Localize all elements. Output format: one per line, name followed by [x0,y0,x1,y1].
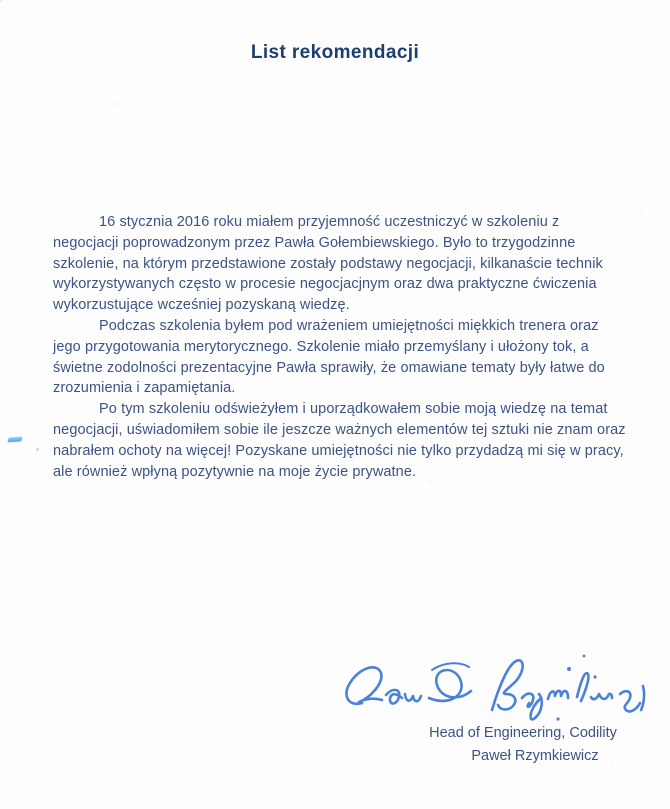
paragraph-1 [53,212,650,316]
text-line: Podczas szkolenia byłem pod wrażeniem umiejętności miękkich trenera oraz [99,317,599,334]
scan-artifact-dot [36,448,39,451]
text-line: szkolenie, na którym przedstawione zostały podstawy negocjacji, kilkanaście technik [53,255,603,272]
text-line: Po tym szkoleniu odświeżyłem i uporządkowałem sobie moją wiedzę na temat [99,401,608,418]
text-line: negocjacji poprowadzonym przez Pawła Gołembiewskiego. Było to trzygodzinne [53,234,576,251]
paragraph-2 [53,316,650,399]
text-line: 16 stycznia 2016 roku miałem przyjemność uczestniczyć w szkoleniu z [99,214,560,230]
text-line: świetne zodolności prezentacyjne Pawła sprawiły, że omawiane tematy były łatwe do [53,359,605,376]
handwritten-signature [332,648,650,726]
letter-body [53,212,650,482]
text-line: jego przygotowania merytorycznego. Szkolenie miało przemyślany i ułożony tok, a [53,338,589,355]
text-line: zrozumienia i zapamiętania. [53,380,236,397]
text-line: wykorzustujące wcześniej pozyskaną wiedzę. [53,297,350,314]
scan-artifact-mark [7,437,23,443]
scan-noise-speckles [0,0,2,2]
text-line: nabrałem ochoty na więcej! Pozyskane umiejętności nie tylko przydadzą mi się w pracy, [53,442,624,459]
paragraph-3 [53,399,650,482]
signer-role: Head of Engineering, Codility [429,725,617,741]
letter-title: List rekomendacji [250,42,420,63]
text-line: negocjacji, uświadomiłem sobie ile jeszcze ważnych elementów tej sztuki nie znam oraz [53,421,626,438]
signer-name: Paweł Rzymkiewicz [471,748,599,764]
signature-block [390,722,656,768]
text-line: ale również wpłyną pozytywnie na moje życie prywatne. [53,463,417,480]
text-line: wykorzystywanych często w procesie negocjacjnym oraz dwa praktyczne ćwiczenia [53,276,597,293]
